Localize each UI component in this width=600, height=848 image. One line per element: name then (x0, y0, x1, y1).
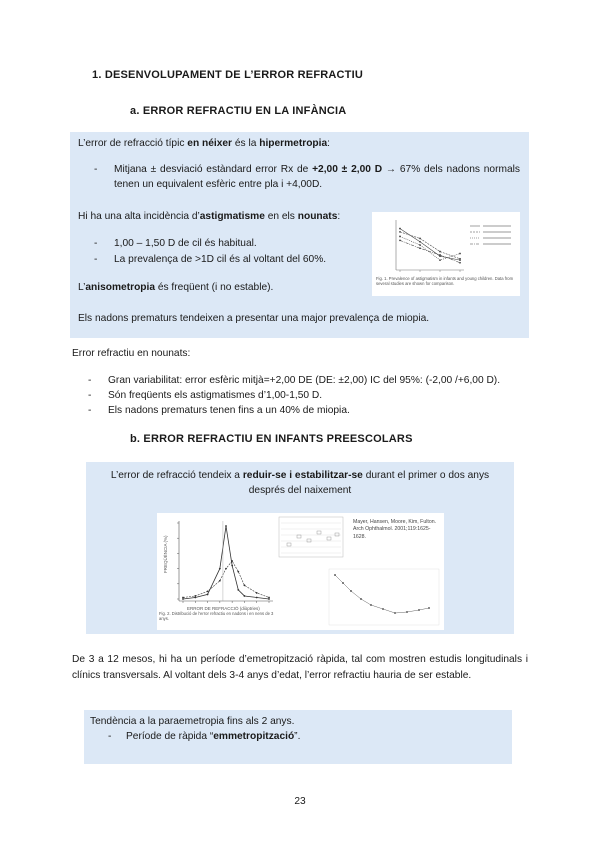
data-point (350, 590, 352, 592)
data-point (399, 240, 401, 242)
list-item: - Gran variabilitat: error esfèric mitjà=+2,00 DE (DE: ±2,00) IC del 95%: (-2,00 /+6,00 D). (88, 375, 501, 386)
data-point (225, 568, 227, 570)
text: L’ (78, 282, 86, 293)
infancy-bullet-2: - 1,00 – 1,50 D de cil és habitual. (94, 238, 257, 249)
legend-label-mark (483, 231, 511, 233)
data-point (268, 598, 270, 600)
data-point (428, 607, 430, 609)
nounats-intro: Error refractiu en nounats: (72, 348, 191, 359)
bold-text: emmetropització (213, 730, 295, 742)
astigmatism-figure (372, 212, 520, 296)
bold-text: +2,00 ± 2,00 D (312, 164, 383, 175)
citation: Mayer, Hansen, Moore, Kim, Fulton. Arch Ophthalmol. 2001;119:1625-1628. (353, 519, 437, 540)
data-point (399, 231, 401, 233)
x-axis-label: ERROR DE REFRACCIÓ (diòptries) (187, 606, 260, 611)
data-point (399, 228, 401, 230)
data-point (394, 612, 396, 614)
series-line (400, 240, 460, 262)
text: 1,00 – 1,50 D de cil és habitual. (114, 238, 257, 249)
text: ”. (294, 730, 301, 742)
text: és freqüent (i no estable). (155, 282, 274, 293)
astigmatism-figure-caption: Fig. 1. Prevalence of astigmatism in infants and young children. Data from several studies are shown for comparison. (376, 276, 514, 287)
inset-mark (327, 537, 331, 540)
data-point (231, 565, 233, 567)
list-item: - Els nadons prematurs tenen fins a un 40% de miopia. (88, 404, 350, 416)
bold-text: astigmatisme (199, 211, 265, 222)
data-point (256, 592, 258, 594)
bold-text: anisometropia (85, 282, 156, 293)
data-point (342, 582, 344, 584)
data-point (182, 598, 184, 600)
bold-text: en néixer (187, 138, 233, 149)
emmetropization-paragraph: De 3 a 12 mesos, hi ha un període d’emetropització ràpida, tal com mostren estudis longitudinals i clínics transversals. Al voltant dels 3-4 anys d’edat, l’error refractiu hauria de ser estable. (72, 654, 528, 681)
text: L’error de refracció tendeix a (110, 470, 243, 481)
text: en els (264, 211, 298, 222)
data-point (256, 597, 258, 599)
data-point (219, 580, 221, 582)
data-point (244, 595, 246, 597)
legend-label-mark (483, 225, 511, 227)
page-number: 23 (294, 796, 306, 807)
text: Hi ha una alta incidència d’ (78, 211, 200, 222)
legend-label-mark (483, 243, 511, 245)
bold-text: nounats (297, 211, 338, 222)
data-point (334, 574, 336, 576)
nounats-list (72, 374, 542, 418)
data-point (459, 253, 461, 255)
data-point (419, 247, 421, 249)
data-point (439, 254, 441, 256)
infancy-bullet-3: - La prevalença de >1D cil és al voltant del 60%. (94, 254, 327, 265)
chapter-heading: 1. DESENVOLUPAMENT DE L’ERROR REFRACTIU (92, 69, 364, 81)
text: : (337, 211, 341, 222)
preschool-box-text (86, 469, 514, 499)
data-point (459, 262, 461, 264)
section-a-title: a. ERROR REFRACTIU EN LA INFÀNCIA (130, 105, 347, 117)
text: és la (232, 138, 260, 149)
infancy-box-line2 (78, 210, 378, 225)
text: Període de ràpida “ (126, 730, 214, 742)
series-line (400, 236, 460, 260)
infancy-box-line1 (78, 137, 518, 152)
text: : (327, 138, 330, 149)
text: Són freqüents els astigmatismes d’1,00-1,50 D. (108, 389, 323, 401)
text: Els nadons prematurs tenen fins a un 40% de miopia. (108, 404, 350, 416)
text: Gran variabilitat: error esfèric mitjà=+2,00 DE (DE: ±2,00) IC del 95%: (-2,00 /+6,00 D). (108, 375, 501, 386)
legend-label-mark (483, 237, 511, 239)
trend-line (335, 575, 429, 613)
inset-mark (287, 543, 291, 546)
data-point (419, 244, 421, 246)
series-line (400, 232, 460, 259)
data-point (370, 604, 372, 606)
data-point (419, 241, 421, 243)
data-point (207, 594, 209, 596)
data-point (219, 568, 221, 570)
text: La prevalença de >1D cil és al voltant del 60%. (114, 254, 327, 265)
infancy-bullet-1: - Mitjana ± desviació estàndard error Rx de +2,00 ± 2,00 D → 67% dels nadons normals tenen un equivalent esfèric entre pla i +4,00D. (94, 164, 521, 190)
refraction-figure (157, 513, 444, 630)
data-point (194, 597, 196, 599)
data-point (399, 236, 401, 238)
text: L’error de refracció típic (78, 138, 188, 149)
text: durant el primer o dos anys (362, 470, 490, 481)
text: després del naixement (248, 484, 352, 496)
section-b-title: b. ERROR REFRACTIU EN INFANTS PREESCOLARS (130, 433, 413, 445)
bold-text: reduir-se i estabilitzar-se (242, 470, 363, 481)
data-point (439, 259, 441, 261)
y-axis-label: FREQÜÈNCIA (%) (163, 535, 168, 573)
inset-mark (317, 531, 321, 534)
data-point (360, 598, 362, 600)
series-line (183, 526, 269, 599)
data-point (418, 609, 420, 611)
text: Mitjana ± desviació estàndard error Rx de (114, 164, 313, 175)
data-point (207, 591, 209, 593)
inset-mark (297, 535, 301, 538)
inset-mark (335, 533, 339, 536)
refraction-figure-caption: Fig. 2. Distribució de l'error refractiu en nadons i en nens de 3 anys. (159, 611, 274, 622)
text: → 67% dels nadons normals tenen un equivalent esfèric entre pla i +4,00D. (114, 164, 521, 190)
text: Tendència a la paraemetropia fins als 2 anys. (90, 716, 295, 727)
list-item: - Són freqüents els astigmatismes d’1,00-1,50 D. (88, 389, 323, 401)
data-point (225, 525, 227, 527)
data-point (439, 251, 441, 253)
data-point (382, 608, 384, 610)
scatter-panel (329, 569, 439, 625)
data-point (419, 238, 421, 240)
infancy-box-line4: Els nadons prematurs tendeixen a presentar una major prevalença de miopia. (78, 313, 430, 324)
inset-mark (307, 539, 311, 542)
series-line (400, 229, 460, 261)
bold-text: hipermetropia (259, 138, 328, 149)
data-point (406, 611, 408, 613)
data-point (459, 258, 461, 260)
data-point (237, 589, 239, 591)
data-point (244, 584, 246, 586)
infancy-box-line3 (78, 281, 368, 296)
series-line (183, 561, 269, 597)
paraemetropia-text: Tendència a la paraemetropia fins als 2 anys. - Període de ràpida “emmetropització”. (90, 715, 500, 745)
data-point (237, 571, 239, 573)
